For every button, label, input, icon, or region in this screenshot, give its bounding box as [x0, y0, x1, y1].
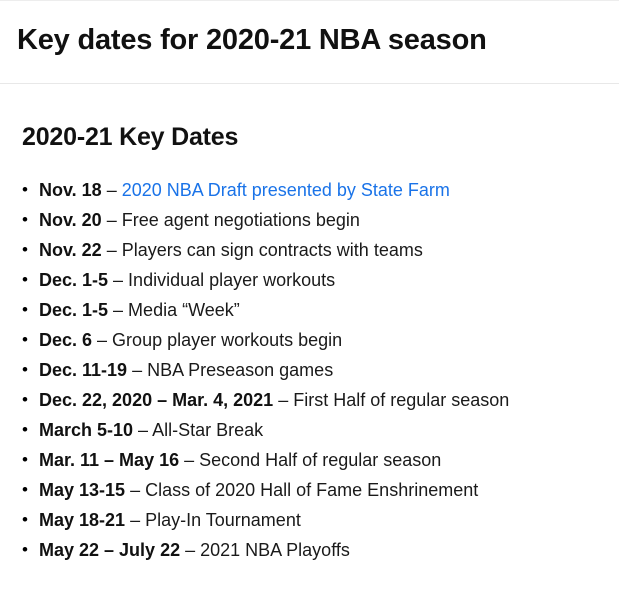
key-dates-list [22, 175, 597, 565]
bullet-icon: • [22, 390, 28, 409]
item-date: Dec. 22, 2020 – Mar. 4, 2021 [39, 390, 274, 410]
item-date: Nov. 18 [39, 180, 102, 200]
list-item [22, 415, 597, 445]
item-date: May 13-15 [39, 480, 126, 500]
bullet-icon: • [22, 210, 28, 229]
page-title: Key dates for 2020-21 NBA season [17, 24, 487, 56]
list-item [22, 385, 597, 415]
list-item [22, 355, 597, 385]
bullet-icon: • [22, 480, 28, 499]
item-date: May 22 – July 22 [39, 540, 181, 560]
item-description: – Class of 2020 Hall of Fame Enshrinement [125, 480, 479, 500]
bullet-icon: • [22, 360, 28, 379]
item-description: – Group player workouts begin [92, 330, 343, 350]
item-description: – First Half of regular season [273, 390, 510, 410]
header-divider [0, 83, 619, 84]
article-body [0, 92, 619, 565]
list-item [22, 535, 597, 565]
article-header [0, 1, 619, 57]
bullet-icon: • [22, 180, 28, 199]
bullet-icon: • [22, 450, 28, 469]
bullet-icon: • [22, 240, 28, 259]
item-description: – Individual player workouts [108, 270, 336, 290]
item-date: May 18-21 [39, 510, 126, 530]
list-item [22, 505, 597, 535]
item-description: – 2021 NBA Playoffs [180, 540, 350, 560]
item-description: – All-Star Break [133, 420, 264, 440]
list-item [22, 265, 597, 295]
item-separator: – [101, 180, 122, 200]
item-description: – Second Half of regular season [179, 450, 442, 470]
item-description: – Play-In Tournament [125, 510, 301, 530]
list-item [22, 175, 597, 205]
item-date: Dec. 1-5 [39, 300, 109, 320]
bullet-icon: • [22, 270, 28, 289]
item-date: Dec. 1-5 [39, 270, 109, 290]
item-description: – Media “Week” [108, 300, 240, 320]
item-description: – Free agent negotiations begin [101, 210, 360, 230]
item-date: Dec. 6 [39, 330, 93, 350]
bullet-icon: • [22, 540, 28, 559]
bullet-icon: • [22, 420, 28, 439]
nba-draft-link[interactable]: 2020 NBA Draft presented by State Farm [121, 180, 450, 200]
list-item [22, 205, 597, 235]
list-item [22, 475, 597, 505]
bullet-icon: • [22, 330, 28, 349]
item-date: Dec. 11-19 [39, 360, 128, 380]
item-description: – Players can sign contracts with teams [101, 240, 423, 260]
list-item [22, 325, 597, 355]
item-date: Nov. 22 [39, 240, 102, 260]
list-item [22, 445, 597, 475]
bullet-icon: • [22, 300, 28, 319]
list-item [22, 235, 597, 265]
item-date: Mar. 11 – May 16 [39, 450, 180, 470]
item-description: – NBA Preseason games [127, 360, 334, 380]
bullet-icon: • [22, 510, 28, 529]
list-item [22, 295, 597, 325]
section-heading: 2020-21 Key Dates [22, 123, 239, 151]
item-date: Nov. 20 [39, 210, 102, 230]
item-date: March 5-10 [39, 420, 134, 440]
